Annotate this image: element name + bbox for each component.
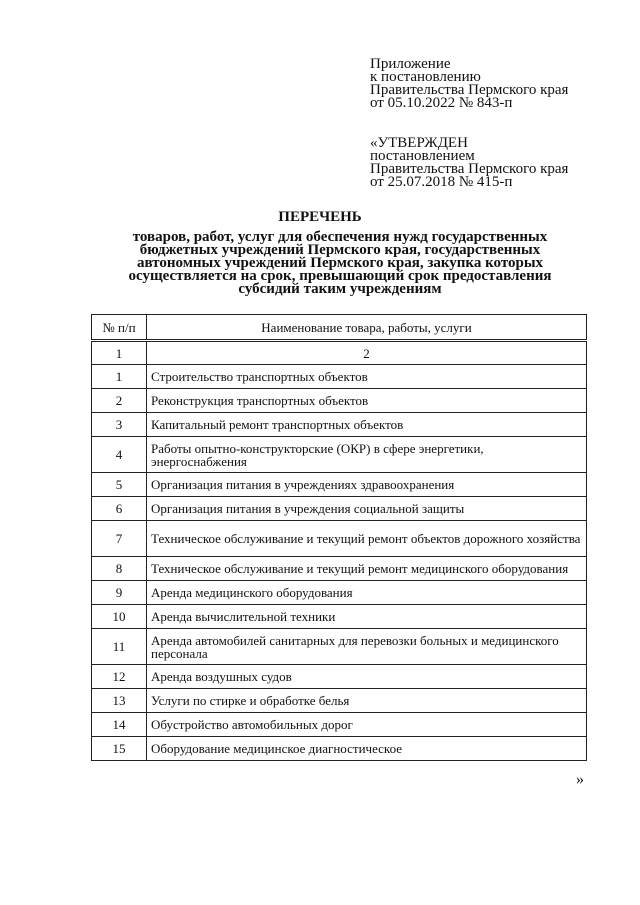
row-number: 4 bbox=[92, 437, 147, 473]
table-row bbox=[92, 413, 587, 437]
table-row bbox=[92, 665, 587, 689]
column-number-cell: 1 bbox=[92, 341, 147, 365]
row-number: 2 bbox=[92, 389, 147, 413]
row-name: Капитальный ремонт транспортных объектов bbox=[147, 413, 587, 437]
row-name: Аренда воздушных судов bbox=[147, 665, 587, 689]
subtitle-line: автономных учреждений Пермского края, закупка которых bbox=[136, 255, 544, 271]
row-number: 13 bbox=[92, 689, 147, 713]
header-number: № п/п bbox=[92, 315, 147, 341]
table-header-row bbox=[92, 315, 587, 341]
row-number: 5 bbox=[92, 473, 147, 497]
header-name: Наименование товара, работы, услуги bbox=[147, 315, 587, 341]
table-row bbox=[92, 473, 587, 497]
annex-line: к постановлению bbox=[370, 69, 481, 85]
document-title: ПЕРЕЧЕНЬ bbox=[278, 209, 362, 225]
table-row bbox=[92, 437, 587, 473]
row-number: 6 bbox=[92, 497, 147, 521]
table-row bbox=[92, 737, 587, 761]
table-row bbox=[92, 581, 587, 605]
approval-line: постановлением bbox=[370, 148, 475, 164]
row-number: 14 bbox=[92, 713, 147, 737]
table-row bbox=[92, 605, 587, 629]
row-name: Оборудование медицинское диагностическое bbox=[147, 737, 587, 761]
table-row bbox=[92, 629, 587, 665]
table-row bbox=[92, 389, 587, 413]
row-name: Техническое обслуживание и текущий ремонт объектов дорожного хозяйства bbox=[147, 521, 587, 557]
row-number: 1 bbox=[92, 365, 147, 389]
row-name: Услуги по стирке и обработке белья bbox=[147, 689, 587, 713]
row-name: Обустройство автомобильных дорог bbox=[147, 713, 587, 737]
row-name: Аренда вычислительной техники bbox=[147, 605, 587, 629]
annex-block bbox=[370, 58, 568, 110]
subtitle-line: субсидий таким учреждениям bbox=[238, 281, 442, 297]
table-row bbox=[92, 557, 587, 581]
approval-line: Правительства Пермского края bbox=[370, 161, 569, 177]
subtitle-line: осуществляется на срок, превышающий срок предоставления bbox=[128, 268, 552, 284]
table-row bbox=[92, 521, 587, 557]
column-number-cell: 2 bbox=[147, 341, 587, 365]
row-number: 8 bbox=[92, 557, 147, 581]
subtitle-line: бюджетных учреждений Пермского края, государственных bbox=[139, 242, 541, 258]
approval-line: от 25.07.2018 № 415-п bbox=[370, 174, 513, 190]
table-row bbox=[92, 497, 587, 521]
row-number: 12 bbox=[92, 665, 147, 689]
row-number: 15 bbox=[92, 737, 147, 761]
row-number: 10 bbox=[92, 605, 147, 629]
row-number: 11 bbox=[92, 629, 147, 665]
annex-line: Правительства Пермского края bbox=[370, 82, 569, 98]
row-name: Аренда автомобилей санитарных для перевозки больных и медицинского персонала bbox=[147, 629, 587, 665]
row-name: Организация питания в учреждениях здравоохранения bbox=[147, 473, 587, 497]
column-number-row bbox=[92, 341, 587, 365]
row-name: Техническое обслуживание и текущий ремонт медицинского оборудования bbox=[147, 557, 587, 581]
table-row bbox=[92, 365, 587, 389]
items-table bbox=[91, 314, 587, 761]
approval-block bbox=[370, 137, 568, 189]
row-number: 9 bbox=[92, 581, 147, 605]
closing-quote-mark: » bbox=[576, 771, 584, 788]
row-number: 7 bbox=[92, 521, 147, 557]
row-name: Работы опытно-конструкторские (ОКР) в сфере энергетики, энергоснабжения bbox=[147, 437, 587, 473]
annex-line: Приложение bbox=[370, 56, 451, 72]
row-number: 3 bbox=[92, 413, 147, 437]
subtitle-line: товаров, работ, услуг для обеспечения нужд государственных bbox=[132, 229, 548, 245]
document-subtitle bbox=[110, 231, 570, 296]
row-name: Аренда медицинского оборудования bbox=[147, 581, 587, 605]
row-name: Реконструкция транспортных объектов bbox=[147, 389, 587, 413]
table-row bbox=[92, 689, 587, 713]
annex-line: от 05.10.2022 № 843-п bbox=[370, 95, 513, 111]
row-name: Организация питания в учреждения социальной защиты bbox=[147, 497, 587, 521]
table-row bbox=[92, 713, 587, 737]
approval-line: «УТВЕРЖДЕН bbox=[370, 135, 468, 151]
row-name: Строительство транспортных объектов bbox=[147, 365, 587, 389]
